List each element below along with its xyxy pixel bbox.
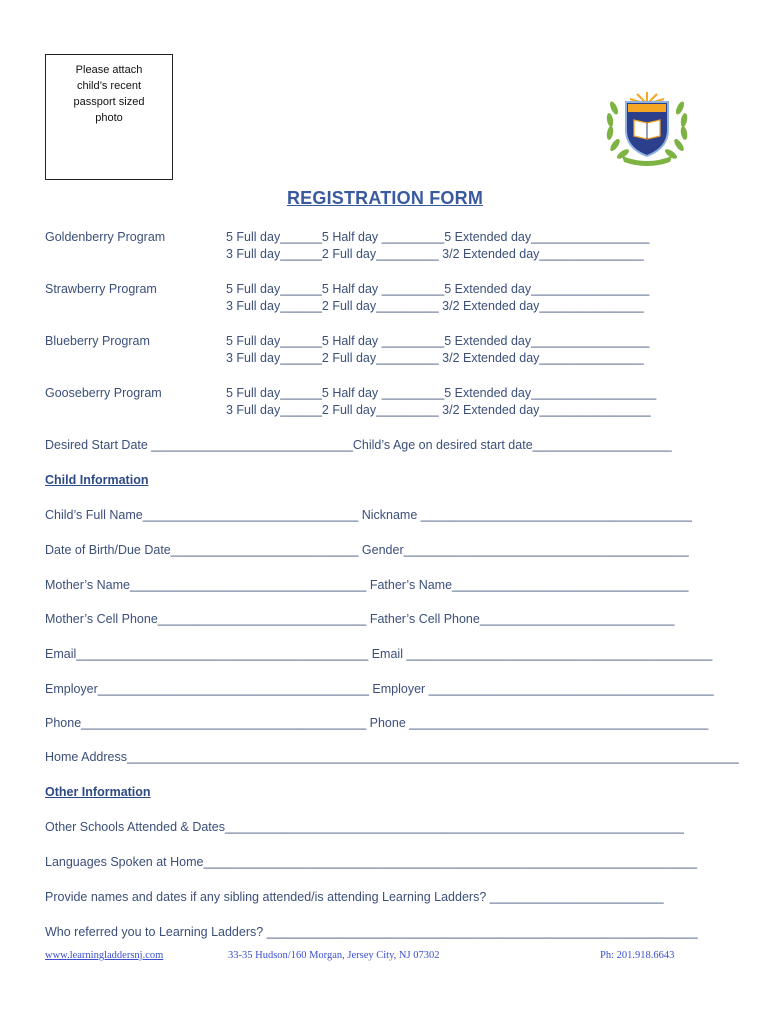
program-options-line[interactable]: 5 Full day______5 Half day _________5 Extended day__________________ xyxy=(226,386,657,400)
home-address-field[interactable]: Home Address________________________________________________________________________________________ xyxy=(45,750,739,764)
program-options-line[interactable]: 5 Full day______5 Half day _________5 Extended day_________________ xyxy=(226,230,650,244)
footer-address: 33-35 Hudson/160 Morgan, Jersey City, NJ 07302 xyxy=(228,950,440,961)
child-name-field[interactable]: Child’s Full Name_______________________________ Nickname _______________________________________ xyxy=(45,508,692,522)
languages-field[interactable]: Languages Spoken at Home_______________________________________________________________________ xyxy=(45,855,698,869)
footer-phone: Ph: 201.918.6643 xyxy=(600,950,675,961)
child-information-heading: Child Information xyxy=(45,473,149,487)
parent-names-field[interactable]: Mother’s Name__________________________________ Father’s Name__________________________________ xyxy=(45,578,689,592)
program-name: Strawberry Program xyxy=(45,282,157,296)
other-schools-field[interactable]: Other Schools Attended & Dates__________________________________________________________________ xyxy=(45,820,684,834)
program-options-line[interactable]: 3 Full day______2 Full day_________ 3/2 Extended day________________ xyxy=(226,403,651,417)
photo-box-line: photo xyxy=(95,112,123,124)
email-field[interactable]: Email__________________________________________ Email ____________________________________________ xyxy=(45,647,713,661)
program-options-line[interactable]: 3 Full day______2 Full day_________ 3/2 Extended day_______________ xyxy=(226,299,644,313)
phone-field[interactable]: Phone_________________________________________ Phone ___________________________________________ xyxy=(45,716,709,730)
program-options-line[interactable]: 5 Full day______5 Half day _________5 Extended day_________________ xyxy=(226,334,650,348)
photo-attach-box xyxy=(45,54,173,180)
other-information-heading: Other Information xyxy=(45,785,151,799)
page-title: REGISTRATION FORM xyxy=(286,188,484,208)
program-name: Goldenberry Program xyxy=(45,230,166,244)
program-name: Blueberry Program xyxy=(45,334,150,348)
program-options-line[interactable]: 3 Full day______2 Full day_________ 3/2 Extended day_______________ xyxy=(226,247,644,261)
sibling-field[interactable]: Provide names and dates if any sibling attended/is attending Learning Ladders? _________________________ xyxy=(45,890,664,904)
parent-cell-phone-field[interactable]: Mother’s Cell Phone______________________________ Father’s Cell Phone____________________________ xyxy=(45,612,675,626)
program-name: Gooseberry Program xyxy=(45,386,162,400)
referral-field[interactable]: Who referred you to Learning Ladders? ______________________________________________________________ xyxy=(45,925,698,939)
school-crest-logo xyxy=(604,86,690,168)
photo-box-line: passport sized xyxy=(73,96,145,108)
website-link[interactable]: www.learningladdersnj.com xyxy=(45,950,164,961)
photo-box-line: Please attach xyxy=(75,64,143,76)
date-of-birth-field[interactable]: Date of Birth/Due Date___________________________ Gender_________________________________________ xyxy=(45,543,689,557)
program-options-line[interactable]: 3 Full day______2 Full day_________ 3/2 Extended day_______________ xyxy=(226,351,644,365)
desired-start-date-field[interactable]: Desired Start Date _____________________________Child’s Age on desired start date____________________ xyxy=(45,438,672,452)
photo-box-line: child’s recent xyxy=(77,80,141,92)
program-options-line[interactable]: 5 Full day______5 Half day _________5 Extended day_________________ xyxy=(226,282,650,296)
employer-field[interactable]: Employer_______________________________________ Employer _________________________________________ xyxy=(45,682,714,696)
